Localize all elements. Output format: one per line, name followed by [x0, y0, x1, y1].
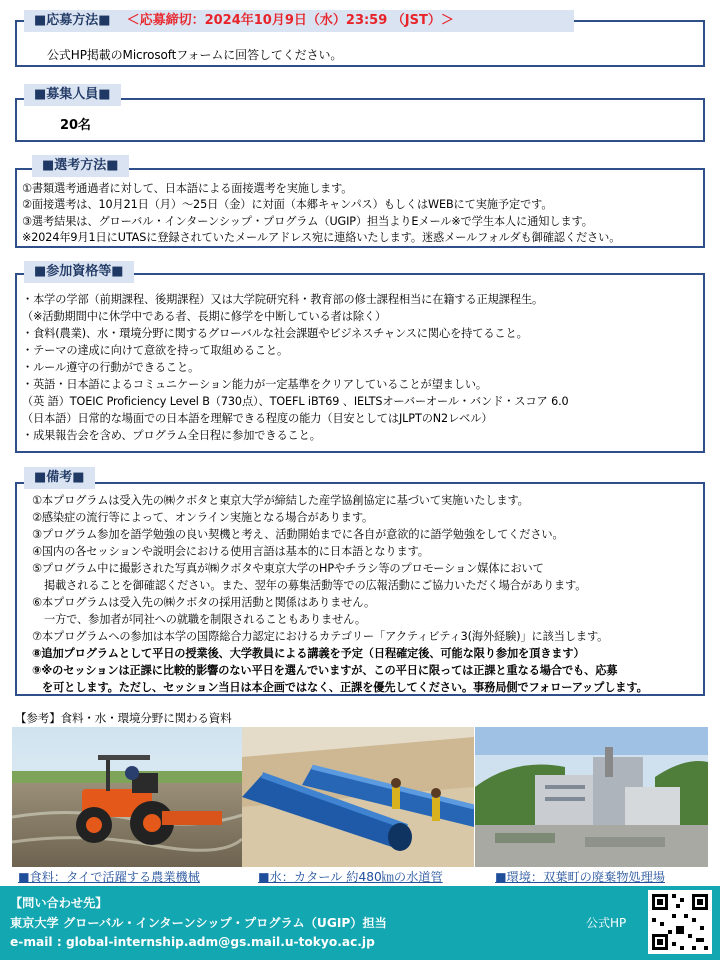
eligibility-line: ・英語・日本語によるコミュニケーション能力が一定基準をクリアしていることが望ましい。	[22, 378, 488, 391]
selection-line: ※2024年9月1日にUTASに登録されていたメールアドレス宛に連絡いたします。迷惑メールフォルダも御確認ください。	[22, 231, 621, 244]
apply-text: 公式HP掲載のMicrosoftフォームに回答してください。	[47, 48, 343, 62]
eligibility-line: （日本語）日常的な場面での日本語を理解できる程度の能力（目安としてはJLPTのN2レベル）	[22, 412, 493, 425]
apply-deadline: ＜応募締切：2024年10月9日（水）23:59 （JST）＞	[126, 13, 454, 28]
contact-org: 東京大学 グローバル・インターンシップ・プログラム（UGIP）担当	[10, 916, 387, 930]
recruit-count: 20名	[60, 118, 91, 133]
contact-footer	[0, 886, 720, 960]
notes-line: ⑦本プログラムへの参加は本学の国際総合力認定におけるカテゴリー「アクティビティ3(海外経験)」に該当します。	[32, 630, 609, 643]
apply-heading: ■応募方法■	[34, 13, 111, 28]
notes-line: ②感染症の流行等によって、オンライン実施となる場合があります。	[32, 511, 374, 524]
selection-line: ①書類選考通過者に対して、日本語による面接選考を実施します。	[22, 182, 353, 195]
eligibility-line: ・成果報告会を含め、プログラム全日程に参加できること。	[22, 429, 321, 442]
caption-food[interactable]: ■食料：タイで活躍する農業機械	[18, 870, 200, 884]
hp-label: 公式HP	[586, 916, 627, 930]
apply-heading-bar	[24, 10, 574, 32]
eligibility-line: （英 語）TOEIC Proficiency Level B（730点）、TOEFL iBT69 、IELTSオーバーオール・バンド・スコア 6.0	[22, 395, 569, 408]
notes-line: ⑨※のセッションは正課に比較的影響のない平日を選んでいますが、この平日に限っては正課と重なる場合でも、応募	[32, 664, 618, 677]
notes-line: 一方で、参加者が同社への就職を制限されることもありません。	[44, 613, 366, 626]
water-pipe-photo	[242, 727, 474, 867]
notes-line: ⑥本プログラムは受入先の㈱クボタの採用活動と関係はありません。	[32, 596, 376, 609]
eligibility-line: （※活動期間中に休学中である者、長期に修学を中断している者は除く）	[22, 310, 387, 323]
contact-title: 【問い合わせ先】	[10, 896, 108, 910]
reference-title: 【参考】食料・水・環境分野に関わる資料	[15, 711, 232, 725]
eligibility-line: ・ルール遵守の行動ができること。	[22, 361, 200, 374]
eligibility-line: ・本学の学部（前期課程、後期課程）又は大学院研究科・教育部の修士課程相当に在籍する正規課程生。	[22, 293, 544, 306]
qr-code-icon[interactable]	[648, 890, 712, 954]
contact-email[interactable]: e-mail : global-internship.adm@gs.mail.u-tokyo.ac.jp	[10, 935, 375, 949]
caption-environment[interactable]: ■環境：双葉町の廃棄物処理場	[495, 870, 665, 884]
notes-line: ⑧追加プログラムとして平日の授業後、大学教員による講義を予定（日程確定後、可能な限り参加を頂きます）	[32, 647, 585, 660]
notes-line: ①本プログラムは受入先の㈱クボタと東京大学が締結した産学協創協定に基づいて実施いたします。	[32, 494, 529, 507]
notes-line: ⑤プログラム中に撮影された写真が㈱クボタや東京大学のHPやチラシ等のプロモーション媒体において	[32, 562, 544, 575]
notes-heading: ■備考■	[24, 467, 95, 489]
tractor-photo	[12, 727, 242, 867]
recruit-heading: ■募集人員■	[24, 84, 121, 106]
selection-line: ②面接選考は、10月21日（月）～25日（金）に対面（本郷キャンパス）もしくはWEBにて実施予定です。	[22, 198, 553, 211]
eligibility-line: ・食料(農業)、水・環境分野に関するグローバルな社会課題やビジネスチャンスに関心を持てること。	[22, 327, 528, 340]
selection-heading: ■選考方法■	[32, 155, 129, 177]
notes-line: 掲載されることを御確認ください。また、翌年の募集活動等での広報活動にご協力いただく場合があります。	[44, 579, 587, 592]
waste-facility-photo	[475, 727, 708, 867]
selection-line: ③選考結果は、グローバル・インターンシップ・プログラム（UGIP）担当よりEメール※で学生本人に通知します。	[22, 215, 593, 228]
caption-water[interactable]: ■水：カタール 約480㎞の水道管	[258, 870, 443, 884]
eligibility-line: ・テーマの達成に向けて意欲を持って取組めること。	[22, 344, 289, 357]
eligibility-heading: ■参加資格等■	[24, 261, 134, 283]
notes-line: ③プログラム参加を語学勉強の良い契機と考え、活動開始までに各自が意欲的に語学勉強をしてください。	[32, 528, 564, 541]
notes-line: ④国内の各セッションや説明会における使用言語は基本的に日本語となります。	[32, 545, 429, 558]
notes-line: を可とします。ただし、セッション当日は本企画ではなく、正課を優先してください。事務局側でフォローアップします。	[42, 681, 648, 694]
